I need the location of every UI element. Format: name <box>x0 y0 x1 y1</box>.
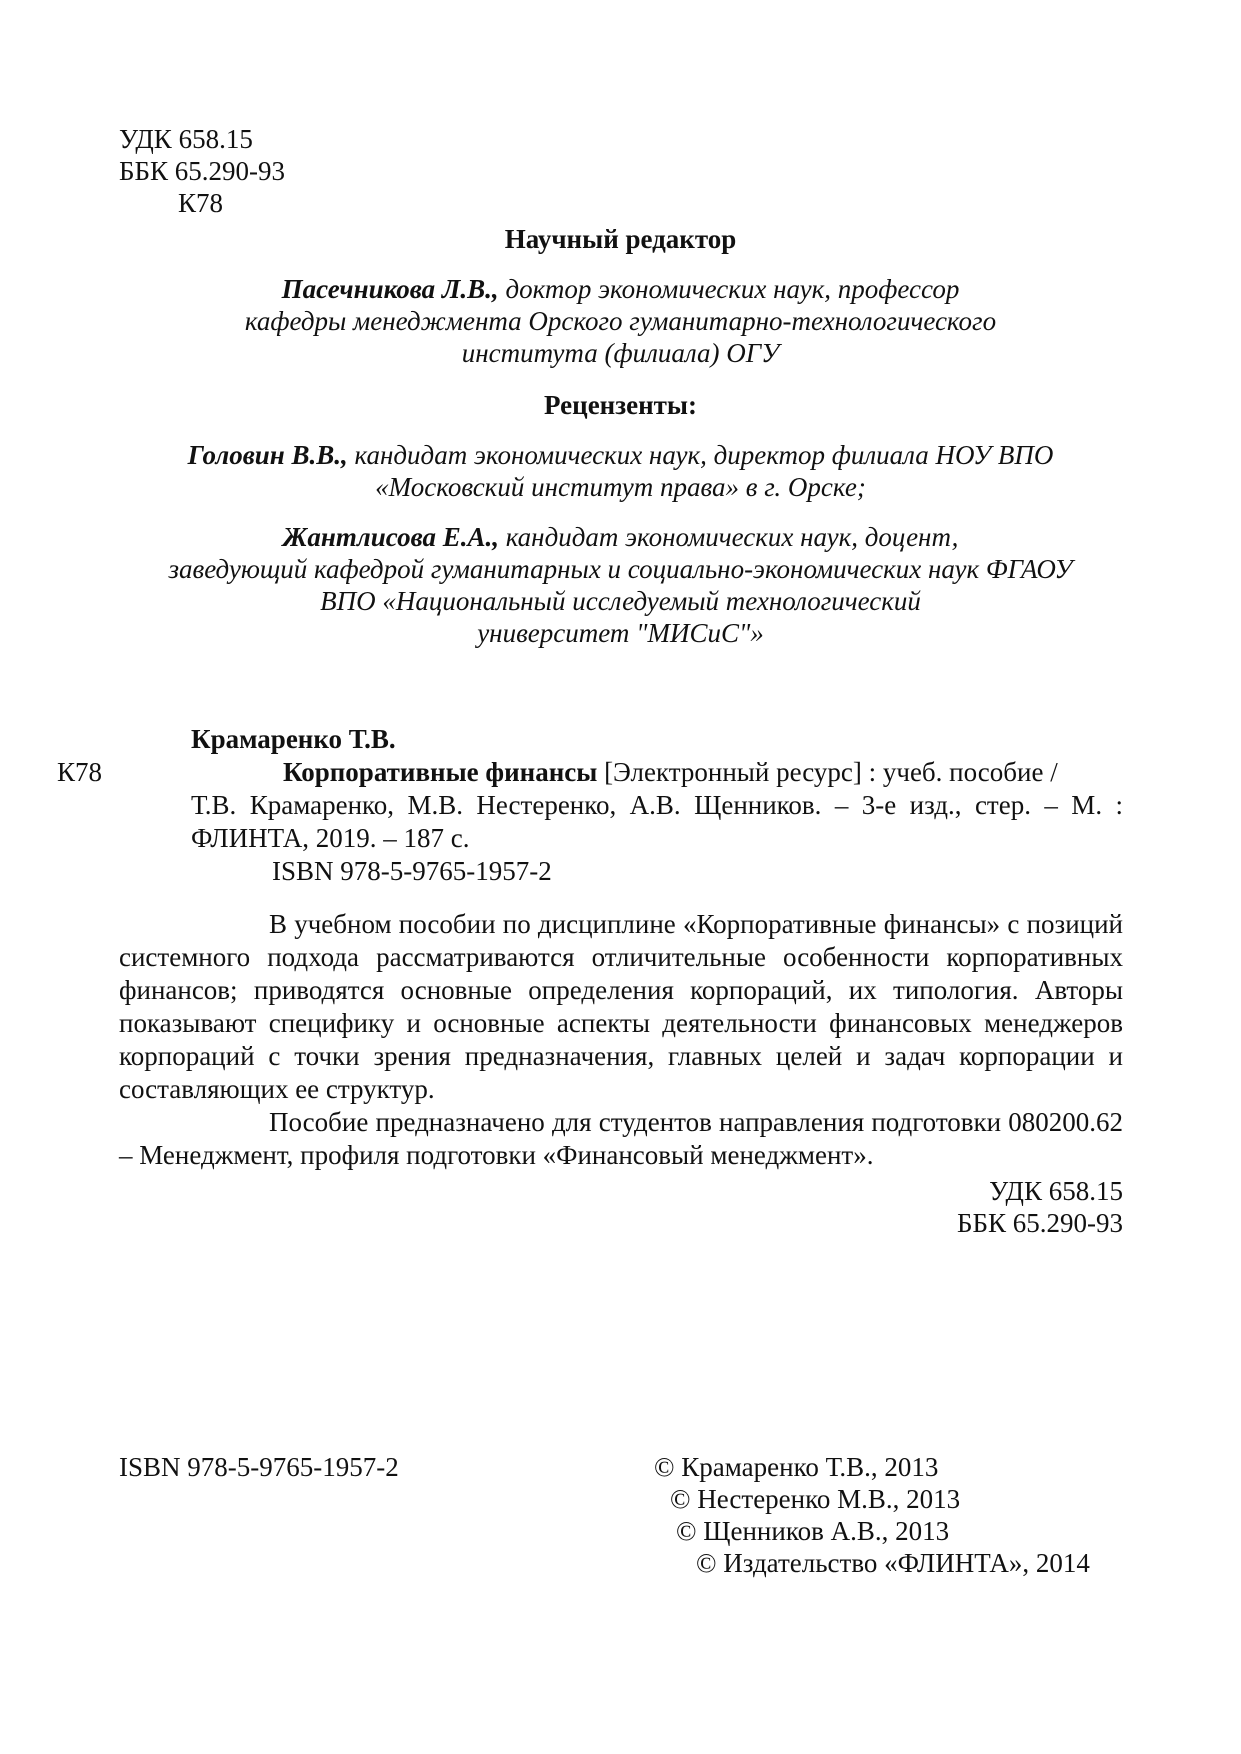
copyright-line-1: © Крамаренко Т.В., 2013 <box>654 1452 939 1482</box>
bib-body <box>191 756 1123 789</box>
copyright-line-3: © Щенников А.В., 2013 <box>676 1516 950 1546</box>
bib-line-3: ФЛИНТА, 2019. – 187 с. <box>191 823 470 853</box>
copyright-line-4: © Издательство «ФЛИНТА», 2014 <box>696 1548 1090 1578</box>
editor-line-1 <box>0 273 1241 305</box>
copyright-isbn: ISBN 978-5-9765-1957-2 <box>119 1452 399 1482</box>
author-mark: К78 <box>178 188 224 218</box>
editor-line-1-rest: доктор экономических наук, профессор <box>498 274 960 304</box>
udk-code: УДК 658.15 <box>119 124 253 154</box>
reviewer-2-name: Жантлисова Е.А., <box>282 522 499 552</box>
editor-line-2: кафедры менеджмента Орского гуманитарно-технологического <box>244 306 997 336</box>
reviewer-2-line-3: ВПО «Национальный исследуемый технологический <box>320 586 921 616</box>
bib-isbn: ISBN 978-5-9765-1957-2 <box>272 856 552 886</box>
annotation-paragraph-1: В учебном пособии по дисциплине «Корпоративные финансы» с позиций системного подхода рассматриваются отличительные особенности корпоративных финансов; приводятся основные определения корпораций, их типология. Авторы показывают специфику и основные аспекты деятельности финансовых менеджеров корпораций с точки зрения предназначения, главных целей и задач корпорации и составляющих ее структур. <box>119 909 1123 1104</box>
footer-udk: УДК 658.15 <box>989 1176 1123 1206</box>
bbk-code: ББК 65.290-93 <box>119 156 286 186</box>
editor-heading: Научный редактор <box>504 224 737 254</box>
bib-line-2: Т.В. Крамаренко, М.В. Нестеренко, А.В. Щенников. – 3-е изд., стер. – М. : <box>191 790 1123 820</box>
copyright-line-2: © Нестеренко М.В., 2013 <box>670 1484 961 1514</box>
annotation <box>119 908 1123 1172</box>
reviewer-1-line-1-rest: кандидат экономических наук, директор филиала НОУ ВПО <box>347 440 1054 470</box>
editor-line-3: института (филиала) ОГУ <box>461 338 780 368</box>
footer-bbk: ББК 65.290-93 <box>956 1208 1123 1238</box>
reviewer-2-line-2: заведующий кафедрой гуманитарных и социально-экономических наук ФГАОУ <box>168 554 1073 584</box>
reviewer-2-line-1-rest: кандидат экономических наук, доцент, <box>498 522 959 552</box>
reviewer-2-line-4: университет "МИСиС"» <box>477 618 764 648</box>
editor-name: Пасечникова Л.В., <box>281 274 499 304</box>
reviewer-1-name: Головин В.В., <box>187 440 348 470</box>
bib-title: Корпоративные финансы <box>283 757 598 787</box>
reviewer-2-line-1 <box>0 521 1241 553</box>
reviewer-1-line-2: «Московский институт права» в г. Орске; <box>375 472 866 502</box>
bib-mark: К78 <box>57 757 103 787</box>
reviewers-heading: Рецензенты: <box>544 390 697 420</box>
bib-author: Крамаренко Т.В. <box>191 724 396 754</box>
annotation-paragraph-2: Пособие предназначено для студентов направления подготовки 080200.62 – Менеджмент, профиля подготовки «Финансовый менеджмент». <box>119 1107 1123 1170</box>
bib-line-1 <box>191 756 1123 789</box>
reviewer-1-line-1 <box>0 439 1241 471</box>
bib-title-rest: [Электронный ресурс] : учеб. пособие / <box>597 757 1058 787</box>
